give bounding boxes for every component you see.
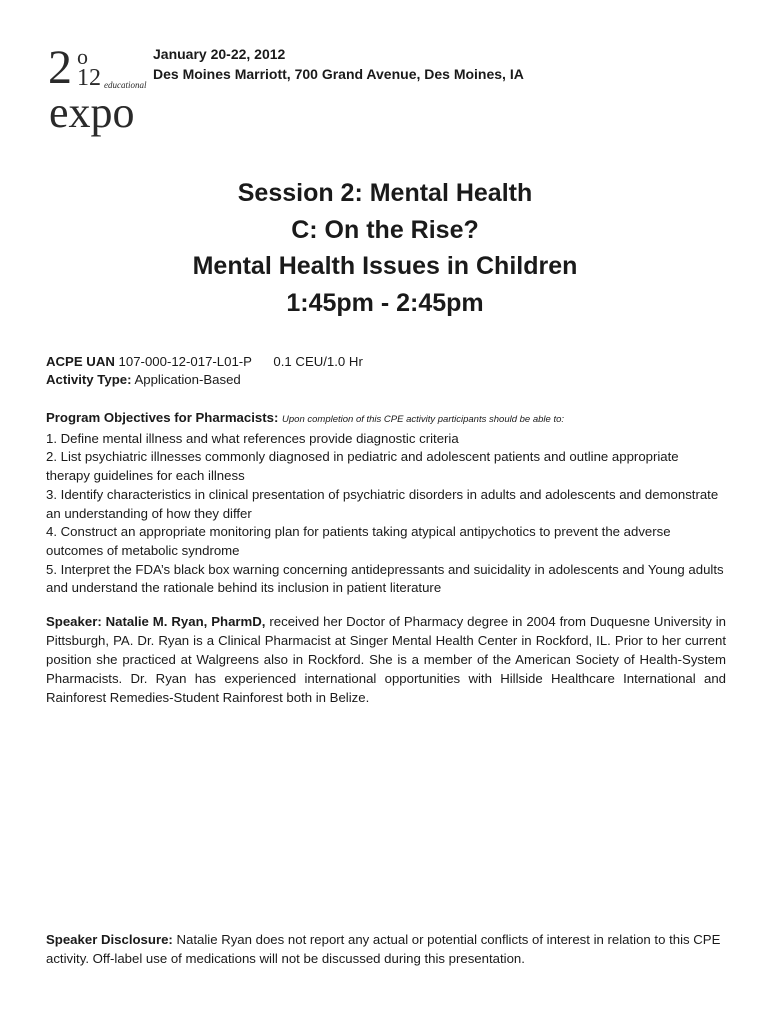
activity-meta — [46, 353, 363, 389]
objective-item: 3. Identify characteristics in clinical presentation of psychiatric disorders in adults and adolescents and demonstrate an understanding of how they differ — [46, 486, 719, 521]
disclosure-label: Speaker Disclosure: — [46, 932, 173, 947]
activity-type-row — [46, 371, 363, 389]
objective-item: 4. Construct an appropriate monitoring plan for patients taking atypical antipychotics to prevent the adverse outcomes of metabolic syndrome — [46, 524, 671, 558]
objectives-lead: Upon completion of this CPE activity participants should be able to: — [282, 414, 565, 425]
objectives-heading: Program Objectives for Pharmacists: — [46, 410, 279, 425]
title-line-2: C: On the Rise? — [291, 215, 479, 244]
speaker-disclosure — [46, 930, 726, 968]
objective-item: 5. Interpret the FDA’s black box warning concerning antidepressants and suicidality in adolescents and Young adults and understand the rationale behind its inclusion in patient literature — [46, 561, 724, 596]
speaker-label: Speaker: Natalie M. Ryan, PharmD, — [46, 614, 266, 629]
acpe-row — [46, 353, 363, 371]
acpe-label: ACPE UAN — [46, 354, 115, 369]
program-objectives — [46, 409, 726, 598]
ceu-value: 0.1 CEU/1.0 Hr — [273, 354, 363, 369]
title-line-1: Session 2: Mental Health — [237, 179, 533, 207]
speaker-bio — [46, 612, 726, 707]
activity-type-label: Activity Type: — [46, 372, 132, 387]
title-time: 1:45pm - 2:45pm — [286, 288, 484, 317]
logo-digit-2: 2 — [48, 41, 72, 94]
logo-expo: expo — [49, 88, 135, 137]
event-venue: Des Moines Marriott, 700 Grand Avenue, Des Moines, IA — [153, 66, 524, 82]
objectives-heading-row — [46, 409, 726, 430]
logo-superscript-o: o — [77, 44, 88, 69]
title-line-3: Mental Health Issues in Children — [192, 252, 578, 280]
event-dates: January 20-22, 2012 — [153, 46, 286, 62]
logo-educational: educational — [104, 80, 147, 90]
activity-type-value: Application-Based — [134, 372, 241, 387]
disclosure-text: Natalie Ryan does not report any actual or potential conflicts of interest in relation to this CPE activity. Off-label use of medications will not be discussed during this presentation. — [46, 932, 721, 966]
expo-logo — [48, 41, 148, 139]
acpe-value: 107-000-12-017-L01-P — [118, 354, 252, 369]
event-info — [153, 44, 524, 84]
objective-item: 2. List psychiatric illnesses commonly diagnosed in pediatric and adolescent patients and outline appropriate therapy guidelines for each illness — [46, 449, 679, 484]
session-title — [100, 175, 670, 321]
logo-digits-12: 12 — [77, 65, 101, 91]
objective-item: 1. Define mental illness and what references provide diagnostic criteria — [46, 430, 459, 446]
speaker-bio-text: received her Doctor of Pharmacy degree in 2004 from Duquesne University in Pittsburgh, PA. Dr. Ryan is a Clinical Pharmacist at Singer Mental Health Center in Rockford, IL. Prior to her current position she practiced at Walgreens also in Rockford. She is a member of the American Society of Health-System Pharmacists. Dr. Ryan has experienced international opportunities with Hillside Healthcare International and Rainforest Remedies-Student Rainforest both in Belize. — [46, 614, 727, 705]
